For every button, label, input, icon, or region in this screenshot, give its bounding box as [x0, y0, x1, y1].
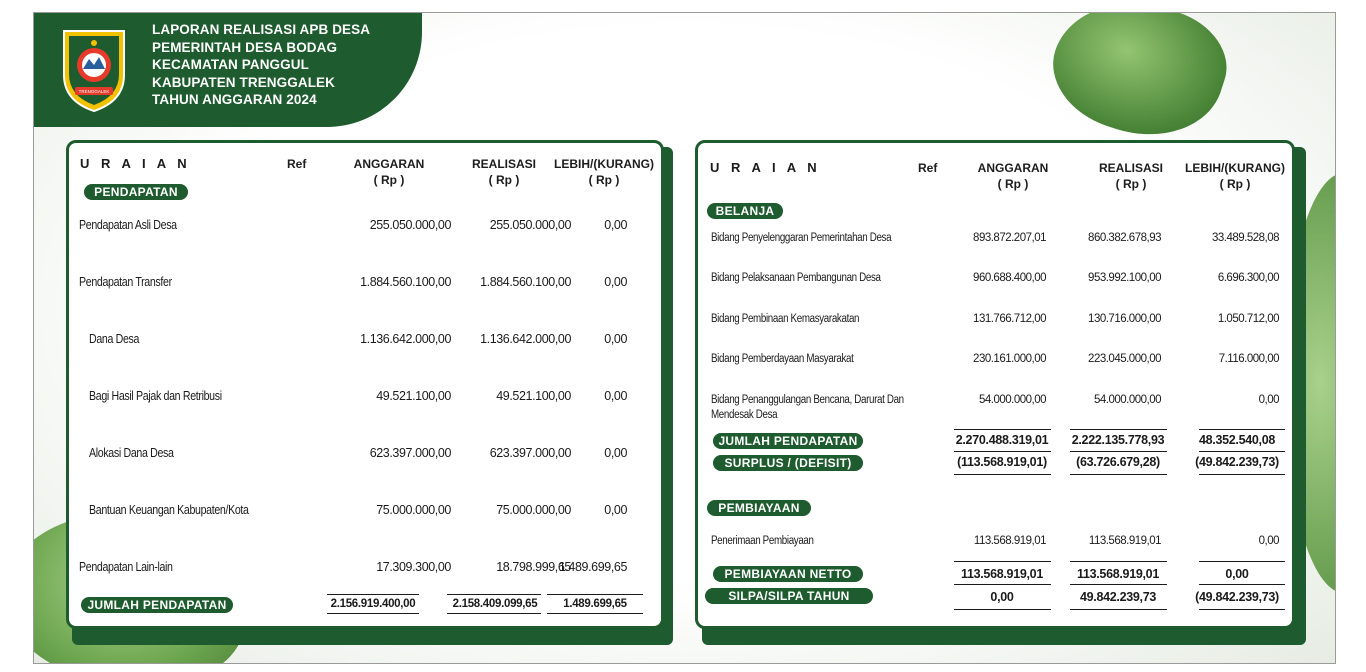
- row-lebih: 0,00: [604, 503, 627, 517]
- underline: [447, 594, 541, 595]
- trenggalek-emblem-logo: [59, 25, 129, 113]
- row-label: Bantuan Keuangan Kabupaten/Kota: [89, 503, 249, 517]
- row-realisasi: 113.568.919,01: [1088, 535, 1161, 547]
- col-realisasi: REALISASI ( Rp ): [471, 157, 536, 187]
- title-line-1: LAPORAN REALISASI APB DESA: [152, 22, 371, 37]
- belanja-panel: [695, 140, 1295, 629]
- row-lebih: 33.489.528,08: [1211, 232, 1279, 244]
- row-label: Penerimaan Pembiayaan: [711, 535, 814, 547]
- row-lebih: 6.696.300,00: [1217, 272, 1279, 284]
- col-realisasi: REALISASI ( Rp ): [1098, 161, 1163, 191]
- col-uraian: U R A I A N: [710, 160, 821, 175]
- underline: [954, 429, 1051, 430]
- row-realisasi: 75.000.000,00: [496, 503, 571, 517]
- row-label: Bidang Pembinaan Kemasyarakatan: [711, 313, 860, 325]
- underline: [1070, 561, 1167, 562]
- title-line-2: PEMERINTAH DESA BODAG: [152, 39, 338, 55]
- row-label: Pendapatan Lain-lain: [79, 560, 173, 574]
- row-anggaran: 893.872.207,01: [973, 232, 1046, 244]
- row-label: Dana Desa: [89, 332, 140, 346]
- row-anggaran: 75.000.000,00: [376, 503, 451, 517]
- row-realisasi: 953.992.100,00: [1088, 272, 1161, 284]
- silpa-label-pill: SILPA/SILPA TAHUN BERJALAN: [705, 588, 873, 604]
- row-label-line-2: Mendesak Desa: [711, 409, 778, 421]
- row-realisasi: 1.136.642.000,00: [480, 332, 571, 346]
- row-lebih: 0,00: [604, 332, 627, 346]
- underline: [954, 609, 1051, 610]
- underline: [1199, 429, 1285, 430]
- row-label: Bidang Penyelenggaran Pemerintahan Desa: [711, 232, 892, 244]
- row-anggaran: 113.568.919,01: [973, 535, 1046, 547]
- netto-lebih: 0,00: [1225, 567, 1249, 581]
- jumlah-realisasi: 2.222.135.778,93: [1071, 433, 1165, 447]
- section-pendapatan: PENDAPATAN: [84, 184, 188, 200]
- underline: [1070, 451, 1167, 452]
- row-lebih: 0,00: [1258, 535, 1279, 547]
- jumlah-label-pill: JUMLAH PENDAPATAN: [713, 433, 863, 449]
- row-label: Bagi Hasil Pajak dan Retribusi: [89, 389, 222, 403]
- row-label: Alokasi Dana Desa: [89, 446, 174, 460]
- underline: [1199, 561, 1285, 562]
- row-anggaran: 623.397.000,00: [369, 446, 451, 460]
- row-anggaran: 54.000.000,00: [978, 394, 1046, 406]
- underline: [1199, 609, 1285, 610]
- jumlah-lebih: 48.352.540,08: [1198, 433, 1276, 447]
- row-realisasi: 860.382.678,93: [1088, 232, 1161, 244]
- underline: [1199, 584, 1285, 585]
- surplus-lebih: (49.842.239,73): [1195, 455, 1279, 469]
- row-realisasi: 18.798.999,65: [496, 560, 571, 574]
- title-line-4: KABUPATEN TRENGGALEK: [152, 74, 335, 90]
- underline: [1199, 451, 1285, 452]
- row-anggaran: 230.161.000,00: [973, 353, 1046, 365]
- col-anggaran: ANGGARAN ( Rp ): [977, 161, 1049, 191]
- row-lebih: 0,00: [604, 389, 627, 403]
- underline: [1199, 474, 1285, 475]
- underline: [327, 594, 419, 595]
- underline: [954, 451, 1051, 452]
- row-label: Bidang Penanggulangan Bencana, Darurat Dan: [711, 394, 904, 406]
- netto-anggaran: 113.568.919,01: [960, 567, 1043, 581]
- row-lebih: 7.116.000,00: [1218, 353, 1279, 365]
- row-lebih: 0,00: [604, 275, 627, 289]
- report-title: [152, 21, 370, 109]
- pendapatan-panel: [66, 140, 664, 629]
- surplus-label-pill: SURPLUS / (DEFISIT): [713, 455, 863, 471]
- row-lebih: 1.050.712,00: [1217, 313, 1279, 325]
- underline: [1070, 474, 1167, 475]
- row-anggaran: 1.884.560.100,00: [360, 275, 451, 289]
- svg-text:TRENGGALEK: TRENGGALEK: [78, 89, 110, 94]
- underline: [547, 613, 643, 614]
- col-uraian: U R A I A N: [80, 156, 191, 171]
- col-lebih-kurang: LEBIH/(KURANG) ( Rp ): [554, 157, 654, 187]
- row-realisasi: 54.000.000,00: [1093, 394, 1161, 406]
- underline: [954, 561, 1051, 562]
- row-realisasi: 1.884.560.100,00: [480, 275, 571, 289]
- underline: [1070, 584, 1167, 585]
- row-lebih: 1.489.699,65: [558, 560, 627, 574]
- row-realisasi: 49.521.100,00: [496, 389, 571, 403]
- row-label: Bidang Pemberdayaan Masyarakat: [711, 353, 854, 365]
- row-anggaran: 960.688.400,00: [973, 272, 1046, 284]
- title-banner: [34, 13, 422, 127]
- underline: [1070, 429, 1167, 430]
- row-realisasi: 223.045.000,00: [1088, 353, 1161, 365]
- total-anggaran: 2.156.919.400,00: [330, 598, 416, 610]
- row-label: Bidang Pelaksanaan Pembangunan Desa: [711, 272, 881, 284]
- jumlah-anggaran: 2.270.488.319,01: [955, 433, 1049, 447]
- row-anggaran: 17.309.300,00: [376, 560, 451, 574]
- row-realisasi: 255.050.000,00: [489, 218, 571, 232]
- silpa-anggaran: 0,00: [990, 590, 1014, 604]
- row-anggaran: 255.050.000,00: [369, 218, 451, 232]
- underline: [954, 474, 1051, 475]
- total-label-pill: JUMLAH PENDAPATAN: [81, 597, 233, 613]
- total-realisasi: 2.158.409.099,65: [452, 598, 538, 610]
- netto-realisasi: 113.568.919,01: [1076, 567, 1159, 581]
- row-lebih: 0,00: [604, 218, 627, 232]
- row-anggaran: 131.766.712,00: [973, 313, 1046, 325]
- netto-label-pill: PEMBIAYAAN NETTO: [713, 566, 863, 582]
- surplus-anggaran: (113.568.919,01): [957, 455, 1047, 469]
- row-lebih: 0,00: [604, 446, 627, 460]
- surplus-realisasi: (63.726.679,28): [1076, 455, 1160, 469]
- row-label: Pendapatan Transfer: [79, 275, 172, 289]
- col-lebih-kurang: LEBIH/(KURANG) ( Rp ): [1185, 161, 1285, 191]
- section-pembiayaan: PEMBIAYAAN: [707, 500, 811, 516]
- silpa-realisasi: 49.842.239,73: [1079, 590, 1157, 604]
- col-ref: Ref: [287, 157, 307, 171]
- row-label: Pendapatan Asli Desa: [79, 218, 177, 232]
- underline: [447, 613, 541, 614]
- row-anggaran: 1.136.642.000,00: [360, 332, 451, 346]
- underline: [327, 613, 419, 614]
- title-line-3: KECAMATAN PANGGUL: [152, 57, 309, 72]
- row-lebih: 0,00: [1258, 394, 1279, 406]
- row-realisasi: 130.716.000,00: [1088, 313, 1161, 325]
- silpa-lebih: (49.842.239,73): [1195, 590, 1279, 604]
- underline: [547, 594, 643, 595]
- title-line-5: TAHUN ANGGARAN 2024: [152, 92, 317, 107]
- underline: [954, 584, 1051, 585]
- report-frame: [33, 12, 1336, 664]
- col-anggaran: ANGGARAN ( Rp ): [353, 157, 425, 187]
- total-lebih: 1.489.699,65: [563, 598, 627, 610]
- section-belanja: BELANJA: [707, 203, 783, 219]
- underline: [1070, 609, 1167, 610]
- row-realisasi: 623.397.000,00: [489, 446, 571, 460]
- col-ref: Ref: [918, 161, 938, 175]
- row-anggaran: 49.521.100,00: [376, 389, 451, 403]
